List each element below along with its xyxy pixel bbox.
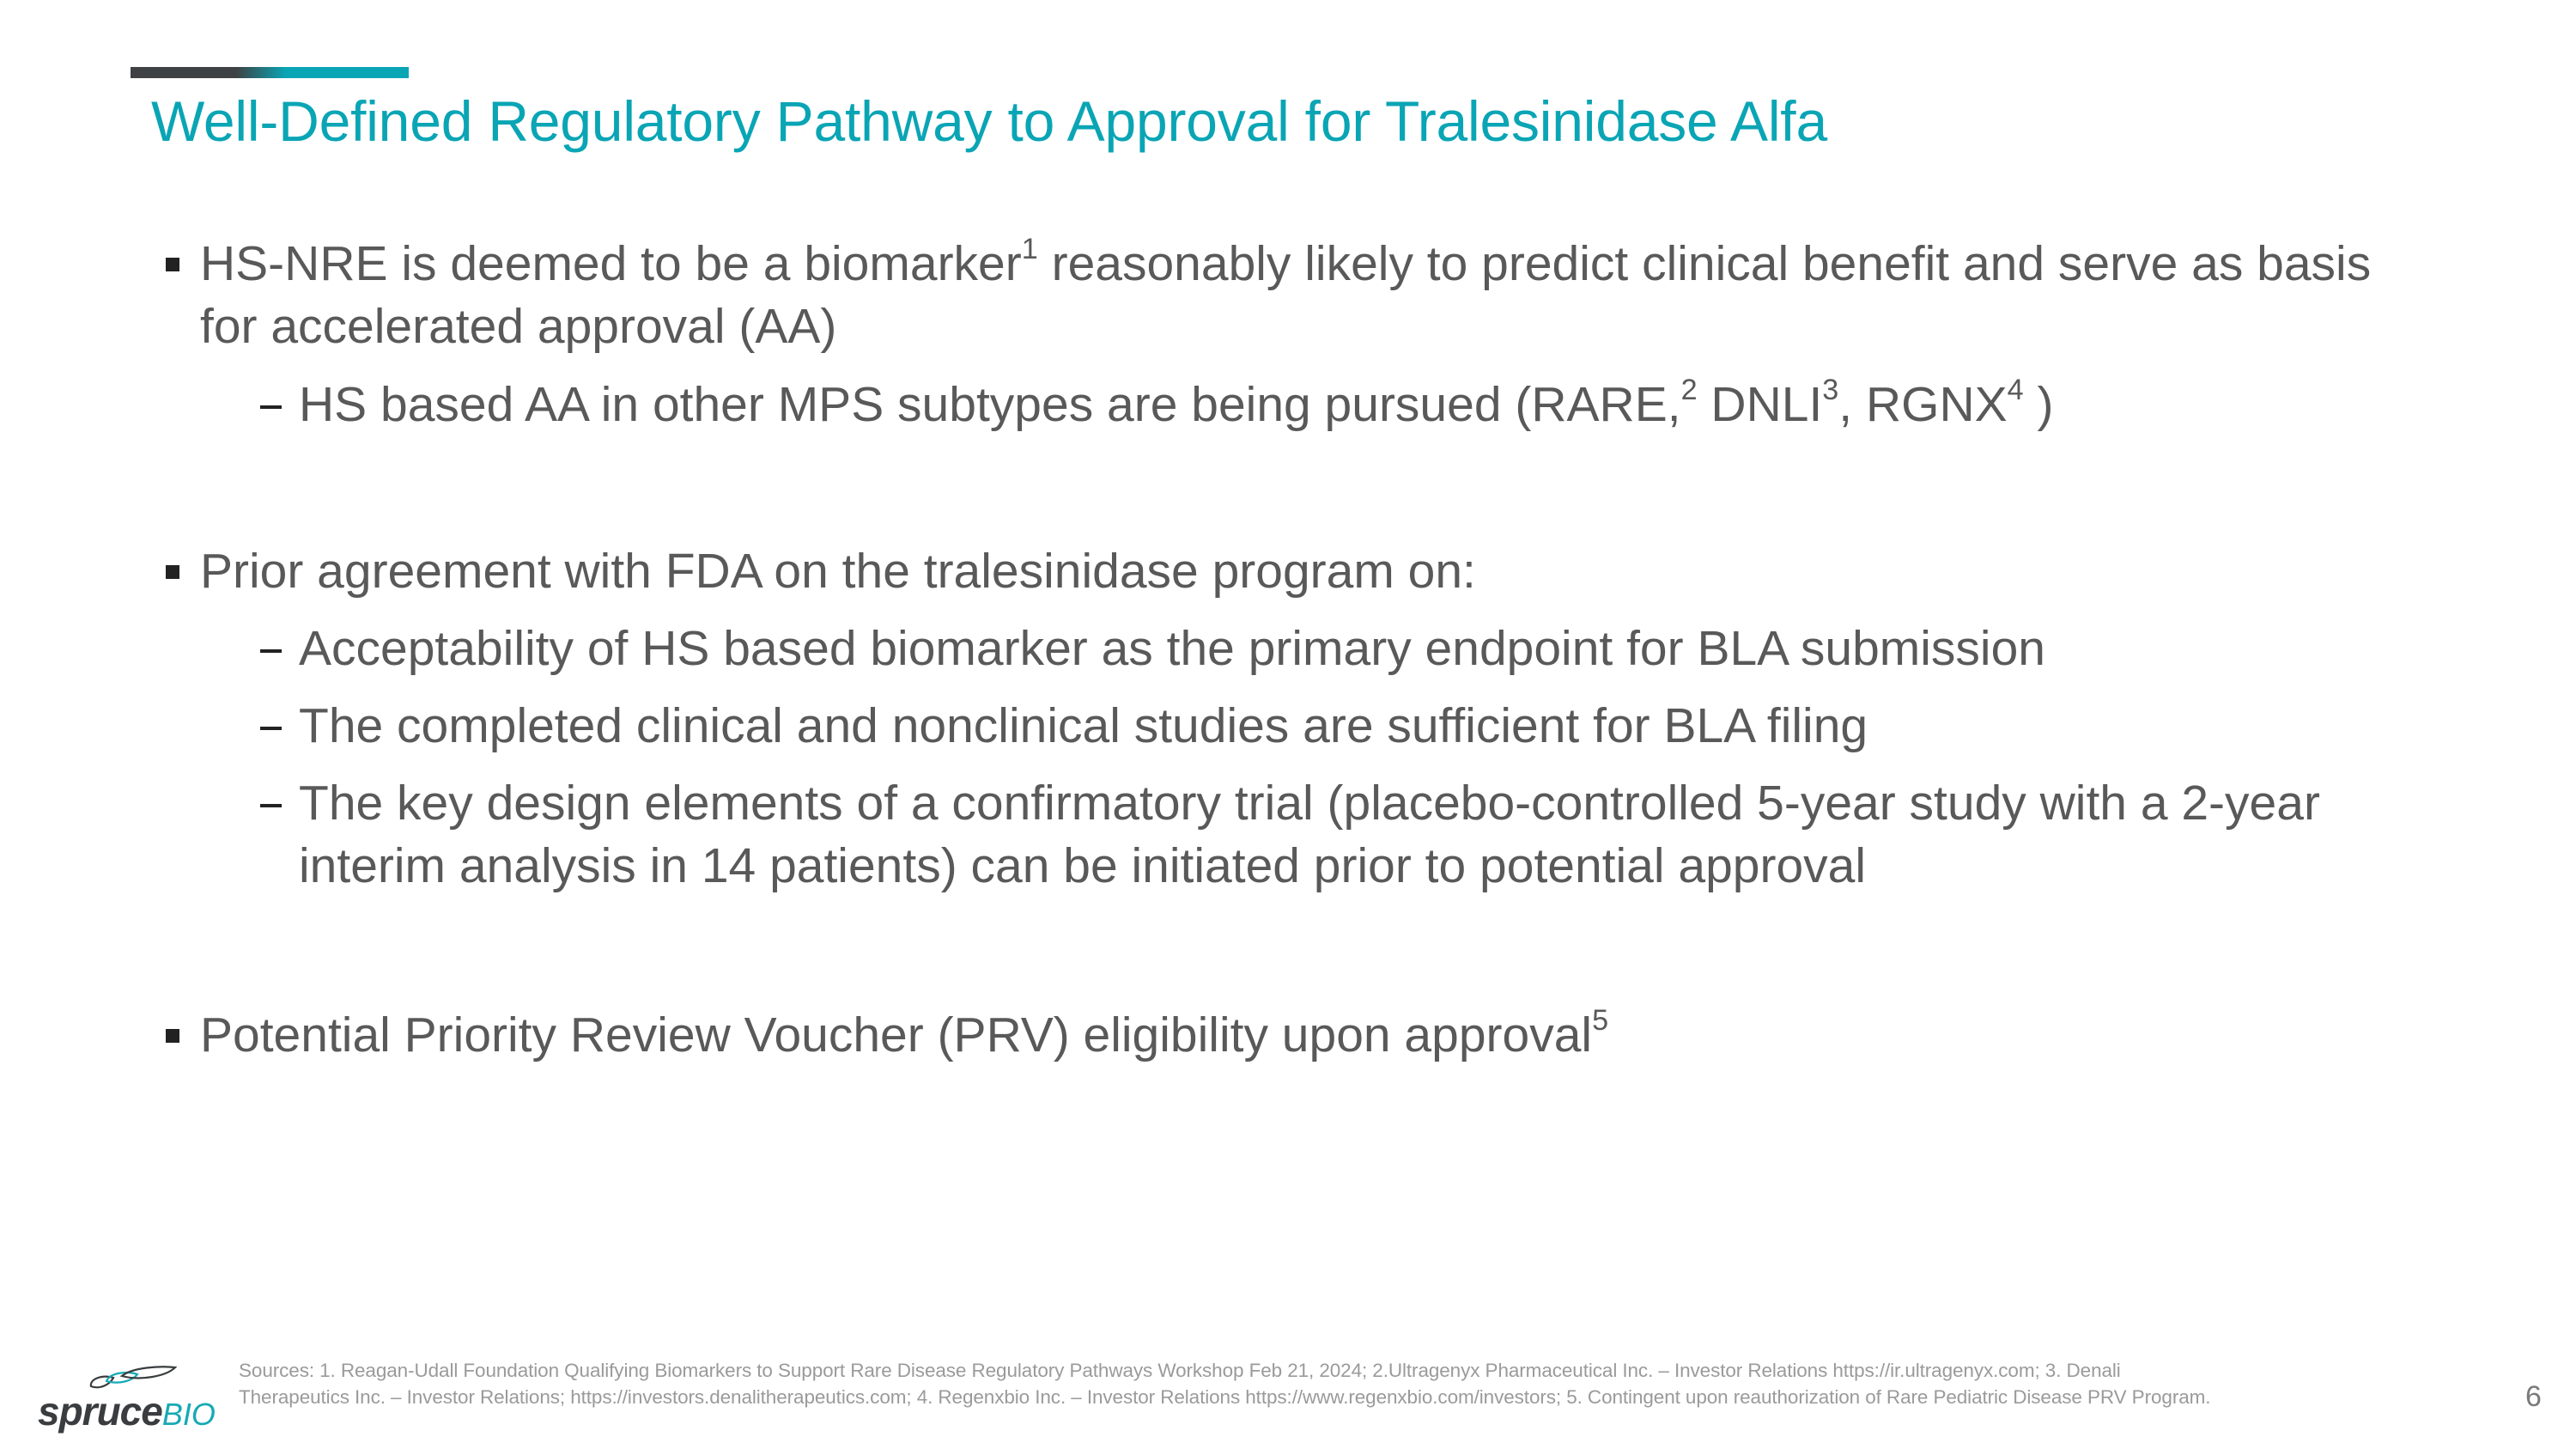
dash-bullet-icon	[260, 649, 282, 653]
slide-footer	[0, 1340, 2576, 1449]
slide-title: Well-Defined Regulatory Pathway to Approval for Tralesinidase Alfa	[151, 89, 1827, 153]
sources-line-2: Therapeutics Inc. – Investor Relations; https://investors.denalitherapeutics.com; 4. Regenxbio Inc. – Investor Relations https://www.regenxbio.com/investors; 5. Contingent upon reauthorization of Rare Pediatric Disease PRV Program.	[239, 1386, 2211, 1408]
square-bullet-icon	[166, 1029, 179, 1043]
square-bullet-icon	[166, 565, 179, 579]
sprucebio-logo	[38, 1364, 227, 1433]
subbullet-studies-sufficient: The completed clinical and nonclinical studies are sufficient for BLA filing	[299, 695, 2403, 758]
dash-bullet-icon	[260, 405, 282, 409]
dash-bullet-icon	[260, 804, 282, 807]
title-accent-bar	[131, 67, 409, 78]
footnote-ref-3: 3	[1822, 373, 1839, 406]
square-bullet-icon	[166, 258, 179, 271]
dash-bullet-icon	[260, 727, 282, 730]
subbullet-confirmatory-trial: The key design elements of a confirmatory trial (placebo-controlled 5-year study with a 2-year interim analysis in 14 patients) can be initiated prior to potential approval	[299, 772, 2342, 898]
sources-footnote	[239, 1357, 2488, 1410]
logo-wordmark: spruceBIO	[38, 1389, 216, 1434]
page-number: 6	[2525, 1380, 2542, 1413]
footnote-ref-1: 1	[1021, 232, 1038, 265]
bullet-priority-review-voucher: Potential Priority Review Voucher (PRV) eligibility upon approval$^5$	[200, 1004, 2433, 1067]
footnote-ref-2: 2	[1680, 373, 1698, 406]
footnote-ref-4: 4	[2007, 373, 2024, 406]
sources-line-1: Sources: 1. Reagan-Udall Foundation Qualifying Biomarkers to Support Rare Disease Regulatory Pathways Workshop Feb 21, 2024; 2.Ultragenyx Pharmaceutical Inc. – Investor Relations https://ir.ultragenyx.com; 3. Denali	[239, 1360, 2121, 1381]
bullet-hs-nre-biomarker: HS-NRE is deemed to be a biomarker$^1$ reasonably likely to predict clinical benefit and serve as basis for accelerated approval (AA)	[200, 233, 2433, 358]
subbullet-hs-primary-endpoint: Acceptability of HS based biomarker as the primary endpoint for BLA submission	[299, 618, 2403, 680]
bullet-prior-fda-agreement: Prior agreement with FDA on the tralesinidase program on:	[200, 540, 2433, 603]
footnote-ref-5: 5	[1592, 1003, 1609, 1037]
subbullet-hs-based-aa-other-mps: HS based AA in other MPS subtypes are being pursued (RARE,$^2$ DNLI$^3$, RGNX$^4$ )	[299, 374, 2403, 436]
